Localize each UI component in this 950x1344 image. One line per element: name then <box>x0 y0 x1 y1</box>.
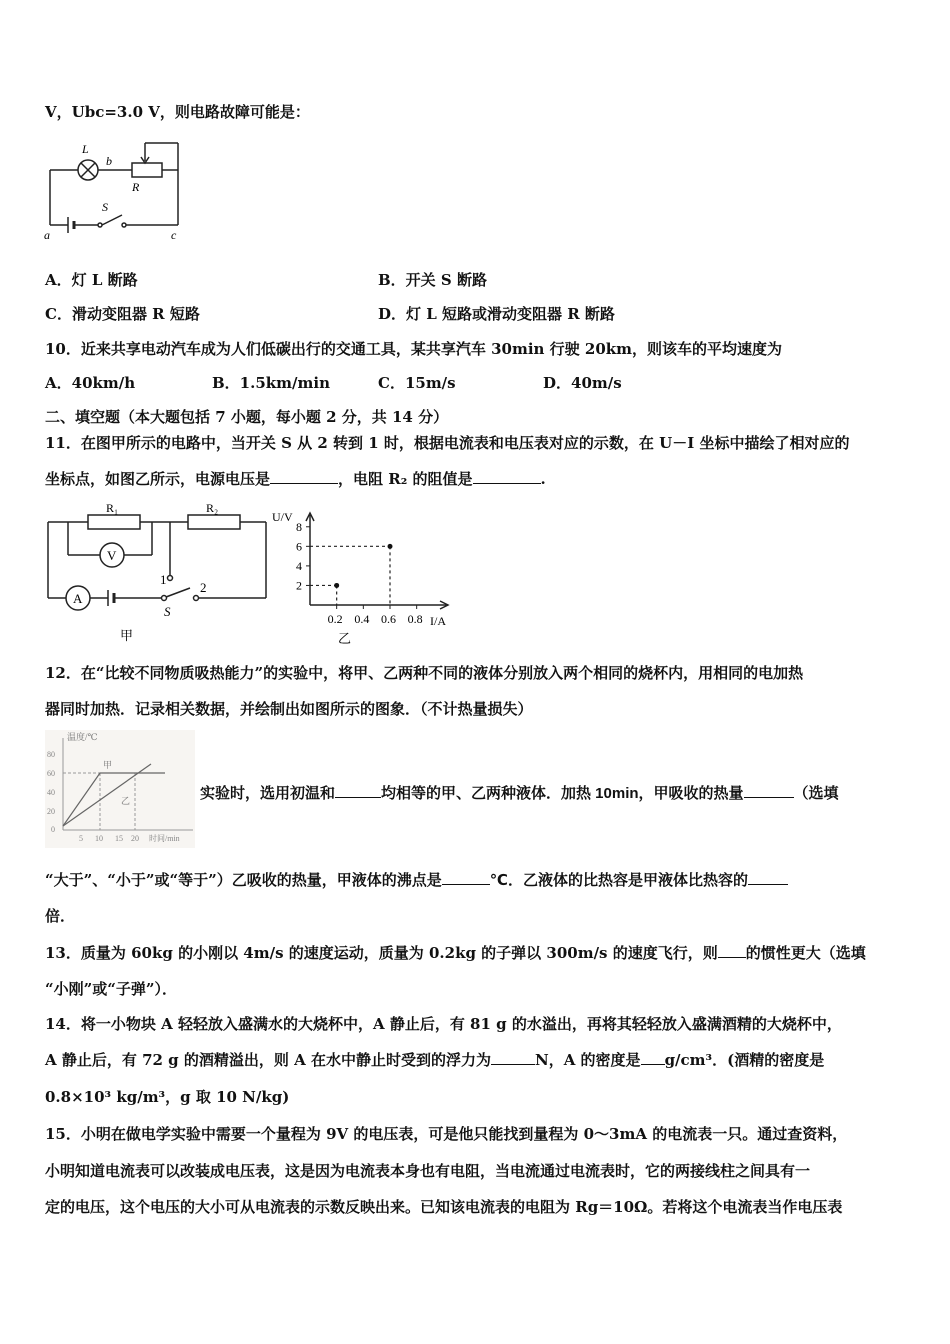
q15-line3: 定的电压，这个电压的大小可从电流表的示数反映出来。已知该电流表的电阻为 Rg＝10Ω。若将这个电流表当作电压表 <box>45 1198 843 1216</box>
q14-line2c: g/cm³．(酒精的密度是 <box>664 1051 825 1069</box>
q11-chart-xtick-label: 0.8 <box>407 612 423 626</box>
q12-graph-xtick-10: 10 <box>95 834 103 843</box>
q14-blank-buoyancy[interactable] <box>491 1050 535 1065</box>
q11-label-r2: R₂ <box>206 501 219 515</box>
q11-label-a: A <box>73 591 83 606</box>
q11-chart-ytick-label: 8 <box>296 519 302 534</box>
q11-chart-ylabel: U/V <box>272 510 293 524</box>
q13-line1b: 的惯性更大（选填 <box>745 944 866 962</box>
q9-label-L: L <box>82 142 89 156</box>
q9-label-b: b <box>106 154 112 168</box>
q14-line1: 14．将一小物块 A 轻轻放入盛满水的大烧杯中，A 静止后，有 81 g 的水溢出，再将其轻轻放入盛满酒精的大烧杯中， <box>45 1015 842 1033</box>
q11-line2b: ，电阻 R₂ 的阻值是 <box>338 470 473 488</box>
q9-stem-tail: V，Ubc=3.0 V，则电路故障可能是： <box>45 103 310 121</box>
q11-label-r1: R₁ <box>106 501 119 515</box>
q12-graph-yi: 乙 <box>121 796 131 806</box>
q9-label-R: R <box>132 180 140 194</box>
q11-caption-yi: 乙 <box>338 631 352 646</box>
q12-graph-ytick-80: 80 <box>47 750 55 759</box>
q10-option-c: C．15m/s <box>378 374 456 392</box>
q14-line2b: N，A 的密度是 <box>534 1051 641 1069</box>
q10-option-d: D．40m/s <box>543 374 622 392</box>
q12-line4: 倍． <box>45 907 76 925</box>
q11-label-v: V <box>107 548 117 563</box>
q12-graph-ytick-0: 0 <box>51 825 55 834</box>
q11-chart-point <box>334 583 339 588</box>
q14-line3: 0.8×10³ kg/m³，g 取 10 N/kg) <box>45 1088 290 1106</box>
q12-graph-xtick-5: 5 <box>79 834 83 843</box>
q12-blank-mass[interactable] <box>335 783 381 798</box>
q11-chart-xtick-label: 0.2 <box>327 612 343 626</box>
q12-graph-ylabel: 温度/℃ <box>67 732 98 742</box>
q12-side-line <box>200 783 839 804</box>
q12-line3a: “大于”、“小于”或“等于”）乙吸收的热量，甲液体的沸点是 <box>45 871 442 889</box>
q9-circuit-diagram <box>40 135 200 245</box>
q11-chart-ytick-label: 4 <box>296 558 302 573</box>
q11-line2 <box>45 469 546 489</box>
q11-chart-point <box>388 544 393 549</box>
q12-graph-ytick-20: 20 <box>47 807 55 816</box>
q9-option-c: C．滑动变阻器 R 短路 <box>45 305 200 323</box>
q11-chart-xtick-label: 0.6 <box>381 612 396 626</box>
q12-blank-heat[interactable] <box>744 783 794 798</box>
q11-blank-r2[interactable] <box>473 469 541 484</box>
q9-option-d: D．灯 L 短路或滑动变阻器 R 断路 <box>378 305 615 323</box>
q12-graph-ytick-40: 40 <box>47 788 55 797</box>
q12-graph-jia: 甲 <box>103 760 113 770</box>
q12-line3 <box>45 870 788 891</box>
q14-blank-density[interactable] <box>641 1050 665 1065</box>
q12-side-a: 实验时，选用初温和 <box>200 784 336 802</box>
q13-blank[interactable] <box>718 943 746 958</box>
q12-graph-xtick-20: 20 <box>131 834 139 843</box>
section2-title: 二、填空题（本大题包括 7 小题，每小题 2 分，共 14 分） <box>45 408 449 426</box>
q15-line2: 小明知道电流表可以改装成电压表，这是因为电流表本身也有电阻，当电流通过电流表时，它的两接线柱之间具有一 <box>45 1162 811 1180</box>
q10-stem: 10．近来共享电动汽车成为人们低碳出行的交通工具，某共享汽车 30min 行驶 20km，则该车的平均速度为 <box>45 340 783 358</box>
q12-temp-graph <box>45 730 195 848</box>
q12-line2: 器同时加热．记录相关数据，并绘制出如图所示的图象．（不计热量损失） <box>45 700 533 718</box>
q9-label-a: a <box>44 228 50 242</box>
q9-option-a: A．灯 L 断路 <box>45 271 138 289</box>
q14-line2a: A 静止后，有 72 g 的酒精溢出，则 A 在水中静止时受到的浮力为 <box>45 1051 491 1069</box>
q11-blank-voltage[interactable] <box>270 469 338 484</box>
q11-chart-ytick-label: 6 <box>296 539 302 554</box>
q15-line1: 15．小明在做电学实验中需要一个量程为 9V 的电压表，可是他只能找到量程为 0～3mA 的电流表一只。通过查资料， <box>45 1125 848 1143</box>
q10-option-b: B．1.5km/min <box>212 374 330 392</box>
q12-blank-boiling[interactable] <box>442 870 490 885</box>
q11-chart-xlabel: I/A <box>430 614 446 628</box>
q11-circuit-jia <box>40 500 275 645</box>
q9-label-c: c <box>171 228 177 242</box>
q12-blank-ratio[interactable] <box>748 870 788 885</box>
q9-option-b: B．开关 S 断路 <box>378 271 487 289</box>
q12-line3b: ℃．乙液体的比热容是甲液体比热容的 <box>489 872 748 889</box>
q11-chart-xtick-label: 0.4 <box>354 612 370 626</box>
q11-label-1: 1 <box>160 572 167 587</box>
q13-line1a: 13．质量为 60kg 的小刚以 4m/s 的速度运动，质量为 0.2kg 的子弹以 300m/s 的速度飞行，则 <box>45 944 718 962</box>
q9-label-S: S <box>102 200 108 214</box>
q13-line2: “小刚”或“子弹”）． <box>45 980 178 998</box>
q13-line1 <box>45 943 866 963</box>
q11-label-2: 2 <box>200 580 207 595</box>
q12-graph-xtick-15: 15 <box>115 834 123 843</box>
q11-line2c: . <box>540 470 546 488</box>
q12-side-c: （选填 <box>793 784 839 802</box>
q12-line1: 12．在“比较不同物质吸热能力”的实验中，将甲、乙两种不同的液体分别放入两个相同的烧杯内，用相同的电加热 <box>45 664 804 682</box>
q12-side-b: 均相等的甲、乙两种液体．加热 10min，甲吸收的热量 <box>381 785 744 802</box>
q11-line2a: 坐标点，如图乙所示，电源电压是 <box>45 470 271 488</box>
q11-ui-chart <box>270 505 460 650</box>
q11-caption-jia: 甲 <box>120 628 134 643</box>
q14-line2 <box>45 1050 824 1070</box>
q11-label-s: S <box>164 604 171 619</box>
q11-line1: 11．在图甲所示的电路中，当开关 S 从 2 转到 1 时，根据电流表和电压表对应的示数，在 U－I 坐标中描绘了相对应的 <box>45 434 850 452</box>
q12-graph-ytick-60: 60 <box>47 769 55 778</box>
q10-option-a: A．40km/h <box>45 374 136 392</box>
q12-graph-xlabel: 时间/min <box>149 834 180 843</box>
q11-chart-ytick-label: 2 <box>296 578 302 593</box>
